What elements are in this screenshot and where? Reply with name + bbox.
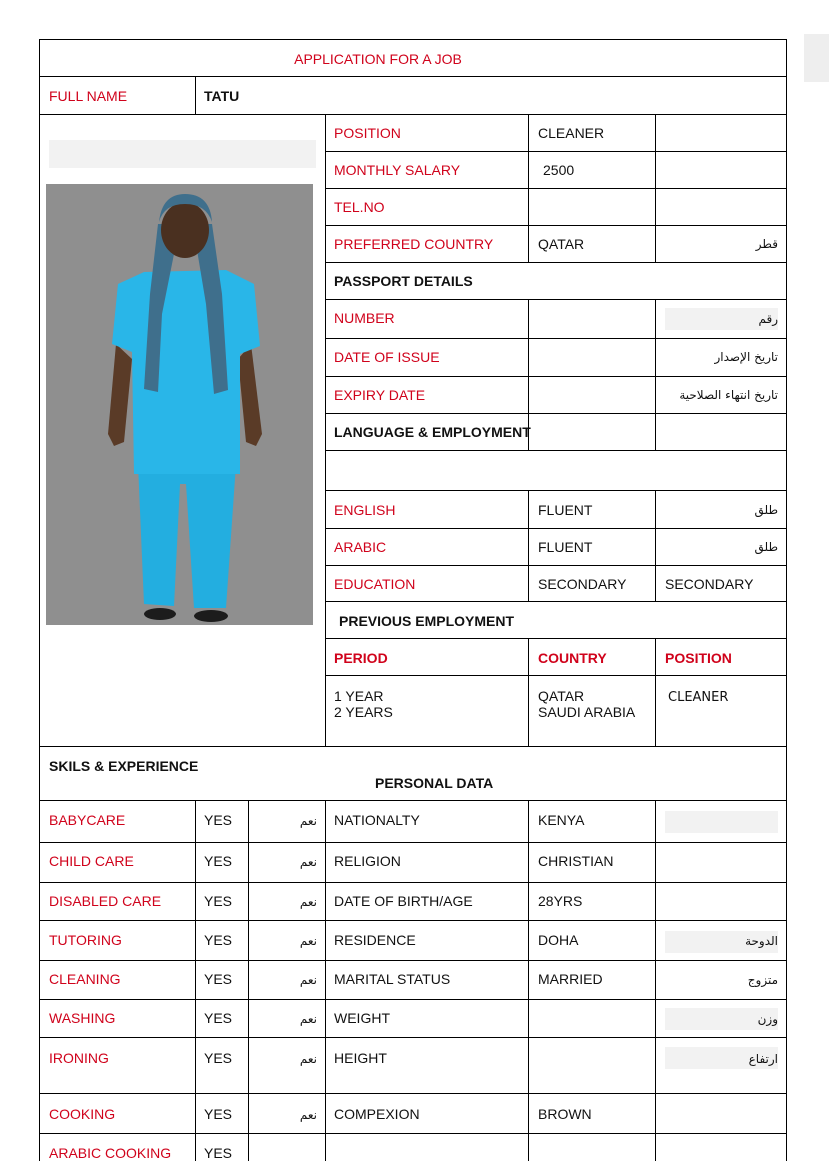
passport-number-label: NUMBER [334, 310, 395, 326]
tel-no-label: TEL.NO [334, 199, 385, 215]
col-period: PERIOD [334, 650, 388, 666]
skill-arabic: نعم [299, 1108, 317, 1122]
skill-value: YES [204, 971, 233, 987]
position-label: POSITION [334, 125, 401, 141]
date-of-issue-label: DATE OF ISSUE [334, 349, 440, 365]
position-value: CLEANER [538, 125, 605, 141]
language-heading: LANGUAGE & EMPLOYMENT [334, 424, 531, 440]
skill-arabic: نعم [299, 973, 317, 987]
personal-label: RELIGION [334, 853, 401, 869]
personal-arabic: الدوحة [745, 934, 778, 948]
position-1: CLEANER [668, 690, 729, 705]
skill-value: YES [204, 1050, 233, 1066]
personal-label: HEIGHT [334, 1050, 387, 1066]
skill-label: CHILD CARE [49, 853, 134, 869]
country-1: QATAR [538, 688, 585, 704]
english-label: ENGLISH [334, 502, 396, 518]
skill-label: TUTORING [49, 932, 122, 948]
personal-arabic: متزوج [747, 973, 778, 987]
education-extra: SECONDARY [665, 576, 754, 592]
col-position: POSITION [665, 650, 732, 666]
expiry-date-label: EXPIRY DATE [334, 387, 426, 403]
skill-arabic: نعم [299, 814, 317, 828]
personal-value: BROWN [538, 1106, 592, 1122]
applicant-photo [46, 184, 313, 625]
date-of-issue-arabic: تاريخ الإصدار [714, 350, 778, 364]
personal-label: WEIGHT [334, 1010, 390, 1026]
scrollbar-tab[interactable] [804, 34, 829, 82]
english-arabic: طلق [754, 503, 778, 517]
skill-value: YES [204, 893, 233, 909]
skill-value: YES [204, 932, 233, 948]
skill-value: YES [204, 812, 233, 828]
monthly-salary-label: MONTHLY SALARY [334, 162, 461, 178]
skill-value: YES [204, 853, 233, 869]
arabic-value: FLUENT [538, 539, 593, 555]
skills-heading: SKILS & EXPERIENCE [49, 758, 199, 774]
form-title: APPLICATION FOR A JOB [294, 51, 462, 67]
preferred-country-label: PREFERRED COUNTRY [334, 236, 494, 252]
full-name-value: TATU [204, 88, 240, 104]
skill-label: COOKING [49, 1106, 116, 1122]
skill-label: ARABIC COOKING [49, 1145, 172, 1161]
preferred-country-arabic: قطر [755, 237, 778, 251]
education-label: EDUCATION [334, 576, 416, 592]
passport-number-arabic: رقم [758, 312, 778, 326]
personal-value: CHRISTIAN [538, 853, 614, 869]
skill-arabic: نعم [299, 1012, 317, 1026]
personal-label: NATIONALTY [334, 812, 420, 828]
skill-label: DISABLED CARE [49, 893, 162, 909]
arabic-label: ARABIC [334, 539, 387, 555]
skill-value: YES [204, 1106, 233, 1122]
monthly-salary-value: 2500 [543, 162, 575, 178]
col-country: COUNTRY [538, 650, 607, 666]
skill-label: IRONING [49, 1050, 109, 1066]
full-name-label: FULL NAME [49, 88, 128, 104]
skill-arabic: نعم [299, 934, 317, 948]
personal-label: RESIDENCE [334, 932, 416, 948]
skill-label: CLEANING [49, 971, 121, 987]
personal-data-heading: PERSONAL DATA [375, 775, 494, 791]
skill-value: YES [204, 1010, 233, 1026]
skill-arabic: نعم [299, 1052, 317, 1066]
personal-arabic: ارتفاع [748, 1052, 778, 1066]
period-1: 1 YEAR [334, 688, 384, 704]
personal-label: MARITAL STATUS [334, 971, 451, 987]
personal-arabic: وزن [757, 1012, 778, 1026]
personal-label: COMPEXION [334, 1106, 420, 1122]
preferred-country-value: QATAR [538, 236, 585, 252]
country-2: SAUDI ARABIA [538, 704, 636, 720]
personal-label: DATE OF BIRTH/AGE [334, 893, 473, 909]
skill-arabic: نعم [299, 895, 317, 909]
skill-value: YES [204, 1145, 233, 1161]
expiry-date-arabic: تاريخ انتهاء الصلاحية [679, 388, 778, 402]
period-2: 2 YEARS [334, 704, 393, 720]
passport-heading: PASSPORT DETAILS [334, 273, 473, 289]
personal-value: MARRIED [538, 971, 603, 987]
personal-value: DOHA [538, 932, 579, 948]
skill-label: BABYCARE [49, 812, 126, 828]
personal-value: 28YRS [538, 893, 583, 909]
education-value: SECONDARY [538, 576, 627, 592]
skill-arabic: نعم [299, 855, 317, 869]
personal-value: KENYA [538, 812, 585, 828]
previous-employment-heading: PREVIOUS EMPLOYMENT [339, 613, 515, 629]
english-value: FLUENT [538, 502, 593, 518]
arabic-arabic: طلق [754, 540, 778, 554]
skill-label: WASHING [49, 1010, 116, 1026]
